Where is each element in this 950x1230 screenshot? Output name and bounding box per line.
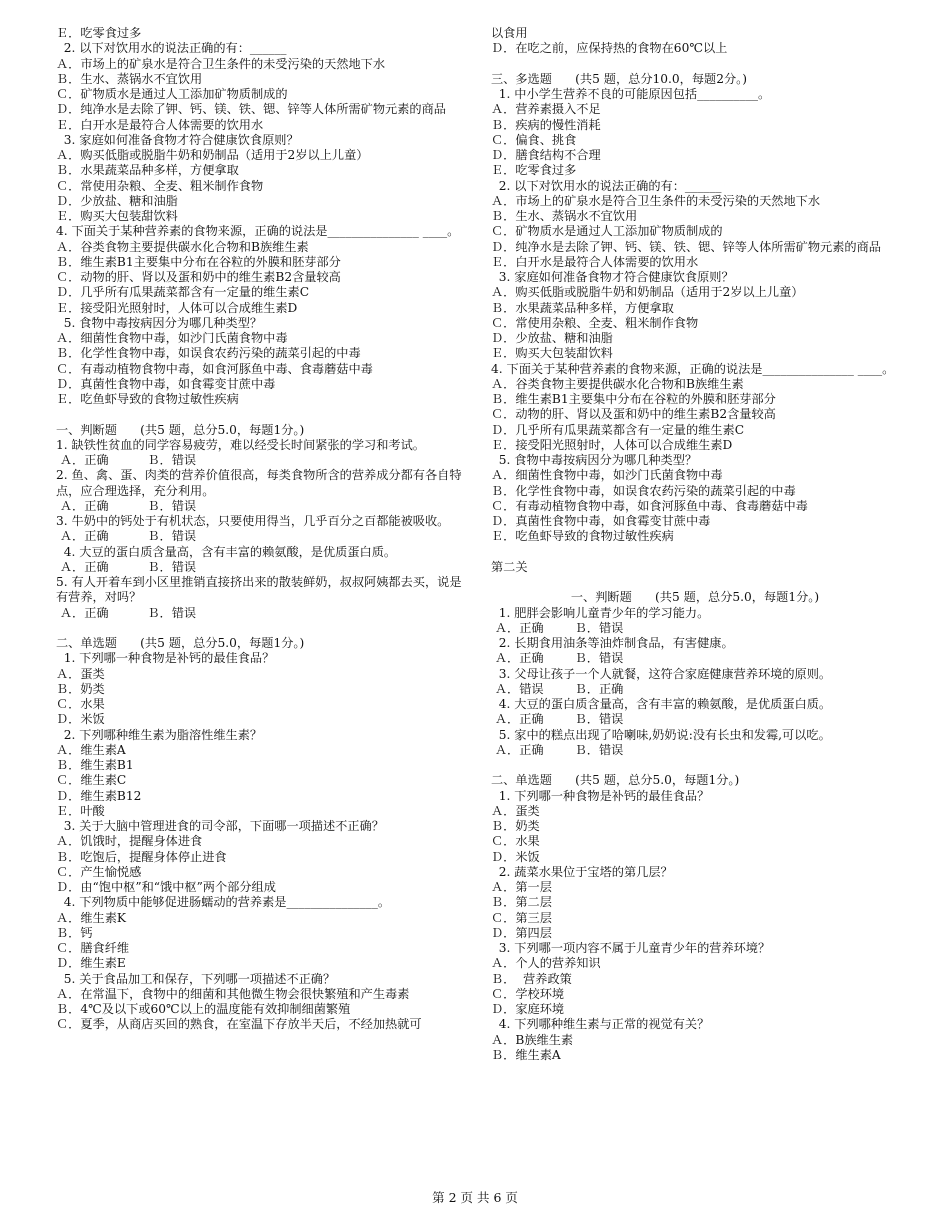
text-line: Ａ．市场上的矿泉水是符合卫生条件的未受污染的天然地下水	[491, 193, 821, 208]
page-footer: 第 2 页 共 6 页	[432, 1190, 518, 1205]
text-line: Ｄ．膳食结构不合理	[491, 148, 601, 162]
text-line: 4. 下面关于某种营养素的食物来源，正确的说法是_______________ ____。	[491, 361, 895, 376]
text-line: 一、判断题 (共5 题，总分5.0，每题1分。)	[56, 422, 305, 437]
text-line: Ｂ．维生素B1主要集中分布在谷粒的外膜和胚芽部分	[56, 254, 341, 269]
text-line: Ｄ．维生素E	[56, 956, 126, 971]
text-line: 1. 中小学生营养不良的可能原因包括__________。	[491, 87, 771, 101]
text-line: Ｃ．维生素C	[56, 773, 127, 788]
text-line: 4. 下面关于某种营养素的食物来源，正确的说法是_______________ ____。	[56, 224, 460, 239]
text-line: Ａ．饥饿时，提醒身体进食	[56, 834, 203, 849]
text-line: Ｅ．吃鱼虾导致的食物过敏性疾病	[56, 392, 239, 406]
text-line: Ａ．正确 Ｂ．错误	[56, 453, 197, 467]
text-line: Ｃ．矿物质水是通过人工添加矿物质制成的	[491, 224, 723, 239]
text-line: Ｃ．水果	[491, 834, 540, 849]
blank-line	[491, 758, 899, 773]
text-line: Ｅ．叶酸	[56, 803, 105, 818]
text-line: Ｄ．真菌性食物中毒，如食霉变甘蔗中毒	[56, 376, 276, 391]
text-line: Ｄ．纯净水是去除了钾、钙、镁、铁、锶、锌等人体所需矿物元素的商品	[56, 102, 446, 117]
text-line: 以食用	[491, 26, 528, 40]
text-line: 第二关	[491, 559, 528, 574]
text-line: Ｂ．奶类	[56, 681, 105, 696]
text-line: Ｂ．吃饱后，提醒身体停止进食	[56, 849, 227, 864]
right-column	[491, 26, 899, 1063]
text-line: 三、多选题 (共5 题，总分10.0，每题2分。)	[491, 71, 747, 86]
text-line: 5. 关于食品加工和保存，下列哪一项描述不正确？	[56, 971, 336, 986]
text-line: Ａ．谷类食物主要提供碳水化合物和B族维生素	[56, 239, 309, 254]
text-line: Ｄ．米饭	[56, 712, 105, 727]
text-line: 3. 家庭如何准备食物才符合健康饮食原则？	[491, 270, 734, 284]
text-line: 二、单选题 (共5 题，总分5.0，每题1分。)	[56, 636, 305, 650]
text-line: Ａ．维生素A	[56, 742, 126, 757]
text-line: Ａ．细菌性食物中毒，如沙门氏菌食物中毒	[56, 331, 288, 345]
text-line: Ｃ．膳食纤维	[56, 941, 130, 955]
text-line: Ａ．在常温下，食物中的细菌和其他微生物会很快繁殖和产生毒素	[56, 986, 410, 1001]
text-line: 2. 以下对饮用水的说法正确的有：______	[56, 41, 287, 56]
text-line: Ｃ．夏季，从商店买回的熟食，在室温下存放半天后，不经加热就可	[56, 1017, 422, 1032]
text-line: 4. 大豆的蛋白质含量高，含有丰富的赖氨酸，是优质蛋白质。	[491, 697, 832, 711]
text-line: Ｅ．购买大包装甜饮料	[491, 346, 613, 361]
text-line: 2. 蔬菜水果位于宝塔的第几层？	[491, 864, 673, 879]
text-line: Ｂ．4℃及以下或60℃以上的温度能有效抑制细菌繁殖	[56, 1002, 351, 1016]
text-line: Ａ．蛋类	[491, 803, 540, 818]
text-line: 1. 下列哪一种食物是补钙的最佳食品？	[491, 788, 710, 803]
text-line: Ｂ．化学性食物中毒，如误食农药污染的蔬菜引起的中毒	[56, 346, 361, 361]
text-line: Ｄ．几乎所有瓜果蔬菜都含有一定量的维生素C	[56, 285, 310, 300]
text-line: Ｃ．矿物质水是通过人工添加矿物质制成的	[56, 87, 288, 101]
text-line: Ａ．谷类食物主要提供碳水化合物和B族维生素	[491, 376, 744, 391]
text-line: Ａ．正确 Ｂ．错误	[491, 651, 624, 666]
text-line: Ｂ．维生素B1主要集中分布在谷粒的外膜和胚芽部分	[491, 392, 776, 406]
text-line: Ａ．正确 Ｂ．错误	[56, 529, 197, 544]
text-line: Ｂ．生水、蒸锅水不宜饮用	[491, 209, 638, 223]
text-line: 4. 大豆的蛋白质含量高，含有丰富的赖氨酸，是优质蛋白质。	[56, 544, 397, 559]
text-line: 2. 鱼、禽、蛋、肉类的营养价值很高，每类食物所含的营养成分都有各自特点，应合理选择，充分利用。	[56, 468, 462, 498]
blank-line	[491, 575, 899, 590]
text-line: Ａ．购买低脂或脱脂牛奶和奶制品（适用于2岁以上儿童）	[56, 148, 369, 162]
text-line: Ｃ．有毒动植物食物中毒，如食河豚鱼中毒、食毒蘑菇中毒	[491, 498, 808, 513]
text-line: Ｄ．家庭环境	[491, 1002, 565, 1016]
blank-line	[56, 407, 464, 422]
text-line: Ａ．细菌性食物中毒，如沙门氏菌食物中毒	[491, 468, 723, 483]
text-line: Ｅ．吃零食过多	[491, 163, 577, 178]
text-line: Ａ．营养素摄入不足	[491, 102, 601, 117]
text-line: Ｂ．化学性食物中毒，如误食农药污染的蔬菜引起的中毒	[491, 483, 796, 498]
text-line: Ｃ．有毒动植物食物中毒，如食河豚鱼中毒、食毒蘑菇中毒	[56, 361, 373, 376]
text-line: Ｃ．学校环境	[491, 986, 565, 1001]
text-line: Ｃ．动物的肝、肾以及蛋和奶中的维生素B2含量较高	[56, 270, 341, 284]
text-line: Ｂ．第二层	[491, 895, 552, 910]
text-line: 4. 下列物质中能够促进肠蠕动的营养素是_______________。	[56, 895, 391, 910]
text-line: Ｄ．纯净水是去除了钾、钙、镁、铁、锶、锌等人体所需矿物元素的商品	[491, 239, 881, 254]
text-line: Ｂ．钙	[56, 925, 93, 940]
text-line: Ａ．正确 Ｂ．错误	[56, 559, 197, 574]
text-line: Ｄ．第四层	[491, 925, 552, 940]
text-line: Ｄ．在吃之前，应保持热的食物在60℃以上	[491, 41, 728, 56]
text-line: Ｃ．常使用杂粮、全麦、粗米制作食物	[56, 178, 264, 193]
left-column	[56, 26, 464, 1033]
text-line: 2. 长期食用油条等油炸制食品，有害健康。	[491, 636, 734, 650]
blank-line	[491, 57, 899, 72]
text-line: Ｃ．产生愉悦感	[56, 864, 142, 879]
text-line: Ｄ．少放盐、糖和油脂	[491, 331, 613, 345]
text-line: Ａ．错误 Ｂ．正确	[491, 681, 624, 696]
text-line: 3. 父母让孩子一个人就餐，这符合家庭健康营养环境的原则。	[491, 666, 832, 681]
text-line: 3. 关于大脑中管理进食的司令部，下面哪一项描述不正确？	[56, 819, 384, 833]
text-line: 4. 下列哪种维生素与正常的视觉有关？	[491, 1017, 710, 1032]
text-line: Ｂ．维生素A	[491, 1047, 561, 1062]
text-line: Ａ．维生素K	[56, 910, 127, 925]
text-line: 3. 牛奶中的钙处于有机状态，只要使用得当，几乎百分之百都能被吸收。	[56, 514, 450, 528]
text-line: Ｂ．水果蔬菜品种多样，方便拿取	[491, 300, 674, 315]
text-line: Ｅ．白开水是最符合人体需要的饮用水	[491, 254, 699, 269]
text-line: Ｅ．吃零食过多	[56, 26, 142, 40]
text-line: 5. 家中的糕点出现了哈喇味,奶奶说:没有长虫和发霉,可以吃。	[491, 727, 831, 742]
text-line: 3. 下列哪一项内容不属于儿童青少年的营养环境？	[491, 941, 771, 955]
text-line: 一、判断题 (共5 题，总分5.0，每题1分。)	[570, 590, 820, 605]
text-line: 5. 食物中毒按病因分为哪几种类型？	[491, 453, 698, 467]
text-line: Ａ．B族维生素	[491, 1032, 574, 1047]
text-line: Ｄ．少放盐、糖和油脂	[56, 193, 178, 208]
text-line: 二、单选题 (共5 题，总分5.0，每题1分。)	[491, 773, 740, 788]
text-line: Ｅ．接受阳光照射时，人体可以合成维生素D	[491, 437, 733, 452]
text-line: Ｅ．吃鱼虾导致的食物过敏性疾病	[491, 529, 674, 544]
text-line: Ａ．购买低脂或脱脂牛奶和奶制品（适用于2岁以上儿童）	[491, 285, 804, 300]
text-line: 1. 缺铁性贫血的同学容易疲劳，难以经受长时间紧张的学习和考试。	[56, 437, 425, 452]
text-line: Ｄ．几乎所有瓜果蔬菜都含有一定量的维生素C	[491, 422, 745, 437]
text-line: 2. 以下对饮用水的说法正确的有：______	[491, 178, 722, 193]
text-line: Ｅ．白开水是最符合人体需要的饮用水	[56, 117, 264, 132]
text-line: Ｃ．偏食、挑食	[491, 132, 577, 147]
text-line: Ｃ．第三层	[491, 910, 552, 925]
text-line: Ｂ．生水、蒸锅水不宜饮用	[56, 71, 203, 86]
text-line: Ｄ．维生素B12	[56, 788, 142, 803]
text-line: Ｃ．水果	[56, 697, 105, 711]
text-line: 1. 下列哪一种食物是补钙的最佳食品？	[56, 651, 275, 666]
text-line: 1. 肥胖会影响儿童青少年的学习能力。	[491, 605, 710, 620]
text-line: Ａ．蛋类	[56, 666, 105, 681]
text-line: Ａ．第一层	[491, 880, 552, 894]
text-line: Ｂ．水果蔬菜品种多样，方便拿取	[56, 163, 239, 178]
text-line: Ｅ．购买大包装甜饮料	[56, 209, 178, 223]
text-line: Ａ．个人的营养知识	[491, 956, 601, 971]
text-line: 5. 食物中毒按病因分为哪几种类型？	[56, 315, 263, 330]
blank-line	[56, 621, 464, 636]
text-line: Ｃ．常使用杂粮、全麦、粗米制作食物	[491, 315, 699, 330]
text-line: Ｂ． 营养政策	[491, 971, 572, 986]
text-line: Ｄ．由“饱中枢”和“饿中枢”两个部分组成	[56, 880, 276, 894]
text-line: 5. 有人开着车到小区里推销直接挤出来的散装鲜奶，叔叔阿姨都去买，说是有营养，对吗？	[56, 575, 462, 605]
text-line: Ｅ．接受阳光照射时，人体可以合成维生素D	[56, 300, 298, 315]
text-line: Ｂ．维生素B1	[56, 758, 134, 772]
text-line: Ｂ．疾病的慢性消耗	[491, 117, 601, 132]
text-line: Ａ．正确 Ｂ．错误	[491, 712, 624, 727]
text-line: Ａ．正确 Ｂ．错误	[491, 742, 624, 757]
text-line: Ｄ．米饭	[491, 849, 540, 864]
text-line: Ｃ．动物的肝、肾以及蛋和奶中的维生素B2含量较高	[491, 407, 776, 422]
text-line: Ａ．市场上的矿泉水是符合卫生条件的未受污染的天然地下水	[56, 56, 386, 71]
text-line: Ｄ．真菌性食物中毒，如食霉变甘蔗中毒	[491, 514, 711, 528]
text-line: 3. 家庭如何准备食物才符合健康饮食原则？	[56, 132, 299, 147]
blank-line	[491, 545, 899, 560]
text-line: Ｂ．奶类	[491, 819, 540, 833]
text-line: Ａ．正确 Ｂ．错误	[56, 498, 197, 513]
text-line: Ａ．正确 Ｂ．错误	[56, 605, 197, 620]
text-line: Ａ．正确 Ｂ．错误	[491, 620, 624, 635]
text-line: 2. 下列哪种维生素为脂溶性维生素？	[56, 727, 263, 742]
